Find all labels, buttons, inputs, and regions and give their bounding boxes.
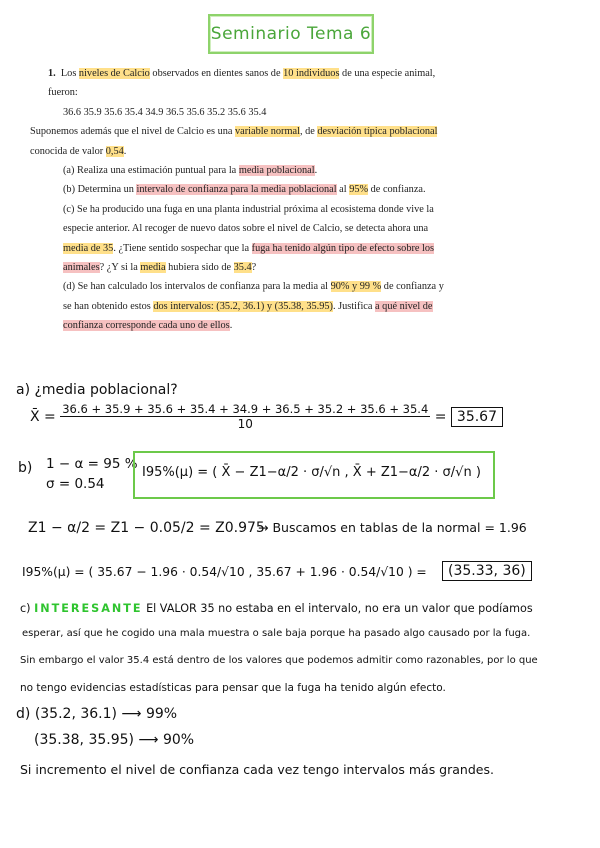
note-c-line4: no tengo evidencias estadísticas para pensar que la fuga ha tenido algún efecto. — [20, 682, 446, 694]
highlight: 10 individuos — [283, 68, 340, 79]
data-values: 36.6 35.9 35.6 35.4 34.9 36.5 35.6 35.2 35.6 35.4 — [63, 106, 267, 118]
mean-fraction — [60, 402, 430, 431]
text: al — [336, 184, 350, 196]
question-b — [30, 180, 450, 199]
highlight: media poblacional — [238, 165, 315, 177]
mean-result: 35.67 — [451, 407, 503, 427]
mean-calculation — [30, 402, 503, 431]
question-d — [30, 277, 450, 335]
text: . — [229, 320, 233, 332]
highlight: niveles de Calcio — [78, 68, 150, 79]
z-table-note: → Buscamos en tablas de la normal = 1.96 — [258, 520, 527, 535]
highlight: 35.4 — [233, 262, 252, 274]
highlight: media — [140, 262, 166, 274]
interval-calculation: I95%(μ) = ( 35.67 − 1.96 · 0.54/√10 , 35.67 + 1.96 · 0.54/√10 ) = — [22, 565, 427, 579]
problem-intro — [30, 64, 450, 103]
note-b-label: b) — [18, 460, 33, 476]
page-title: Seminario Tema 6 — [210, 24, 372, 44]
text: observados en dientes sanos de — [149, 68, 284, 79]
equals: = — [434, 408, 447, 425]
text: (d) Se han calculado los intervalos de confianza para la media al — [63, 281, 331, 293]
sigma-value: σ = 0.54 — [46, 476, 105, 492]
note-c-label: c) — [20, 602, 31, 615]
text: ? — [251, 262, 257, 274]
confidence-level: 1 − α = 95 % — [46, 456, 138, 472]
text: El VALOR 35 no estaba en el intervalo, no era un valor que podíamos — [146, 602, 533, 615]
highlight: fuga ha tenido algún tipo de efecto sobre los animales — [63, 242, 435, 274]
text: . — [123, 145, 127, 157]
text: de una especie animal, fueron: — [48, 68, 436, 99]
interval-result: (35.33, 36) — [442, 561, 532, 581]
text: . Justifica — [332, 300, 376, 312]
text: hubiera sido de — [165, 262, 234, 274]
text: (a) Realiza una estimación puntual para la — [63, 165, 239, 177]
highlight: dos intervalos: (35.2, 36.1) y (35.38, 35.95) — [153, 300, 333, 312]
highlight: 0,54 — [105, 145, 124, 157]
interesante-label: INTERESANTE — [34, 602, 143, 615]
question-a — [30, 161, 450, 180]
note-d-line2: (35.38, 35.95) ⟶ 90% — [34, 732, 195, 748]
text: ? ¿Y si la — [99, 262, 141, 274]
question-c — [30, 200, 450, 278]
problem-number: 1. — [48, 68, 56, 79]
text: (35.2, 36.1) ⟶ 99% — [34, 706, 178, 722]
highlight: desviación típica poblacional — [317, 126, 438, 138]
assumption — [30, 122, 450, 161]
note-c-line1 — [20, 602, 533, 615]
title-box — [208, 14, 374, 54]
text: . — [314, 165, 318, 177]
note-d-line1 — [16, 706, 177, 722]
sum-denominator: 10 — [237, 417, 253, 431]
z-quantile: Z1 − α/2 = Z1 − 0.05/2 = Z0.975 — [28, 520, 265, 536]
text: . ¿Tiene sentido sospechar que la — [113, 242, 252, 254]
note-d-label: d) — [16, 706, 31, 722]
highlight: 90% y 99 % — [330, 281, 382, 293]
highlight: media de 35 — [63, 242, 114, 254]
text: (b) Determina un — [63, 184, 137, 196]
xbar-symbol: X̄ = — [30, 408, 56, 425]
text: Suponemos además que el nivel de Calcio es una — [30, 126, 236, 138]
note-c-line2: esperar, así que he cogido una mala muestra o sale baja porque ha pasado algo causado por la fuga. — [22, 628, 531, 639]
sum-numerator: 36.6 + 35.9 + 35.6 + 35.4 + 34.9 + 36.5 + 35.2 + 35.6 + 35.4 — [62, 402, 429, 416]
highlight: intervalo de confianza para la media poblacional — [136, 184, 337, 196]
text: , de — [299, 126, 318, 138]
text: de confianza y se han obtenido estos — [63, 281, 444, 312]
problem-statement — [30, 64, 450, 336]
ci-formula: I95%(μ) = ( X̄ − Z1−α/2 · σ/√n , X̄ + Z1−α/2 · σ/√n ) — [142, 465, 481, 480]
text: de confianza. — [368, 184, 426, 196]
highlight: a qué nivel de confianza corresponde cada uno de ellos — [63, 300, 433, 332]
text: conocida de valor — [30, 145, 106, 157]
note-c-line3: Sin embargo el valor 35.4 está dentro de los valores que podemos admitir como razonables, por lo que — [20, 655, 538, 666]
highlight: variable normal — [235, 126, 300, 138]
text: Los — [60, 68, 79, 79]
note-a-label: a) ¿media poblacional? — [16, 382, 178, 398]
text: (c) Se ha producido una fuga en una planta industrial próxima al ecosistema donde vive la especie anterior. Al recoger de nuevo datos sobre el nivel de Calcio, se detecta ahora una — [63, 203, 434, 235]
highlight: 95% — [349, 184, 369, 196]
note-d-line3: Si incremento el nivel de confianza cada vez tengo intervalos más grandes. — [20, 762, 494, 777]
